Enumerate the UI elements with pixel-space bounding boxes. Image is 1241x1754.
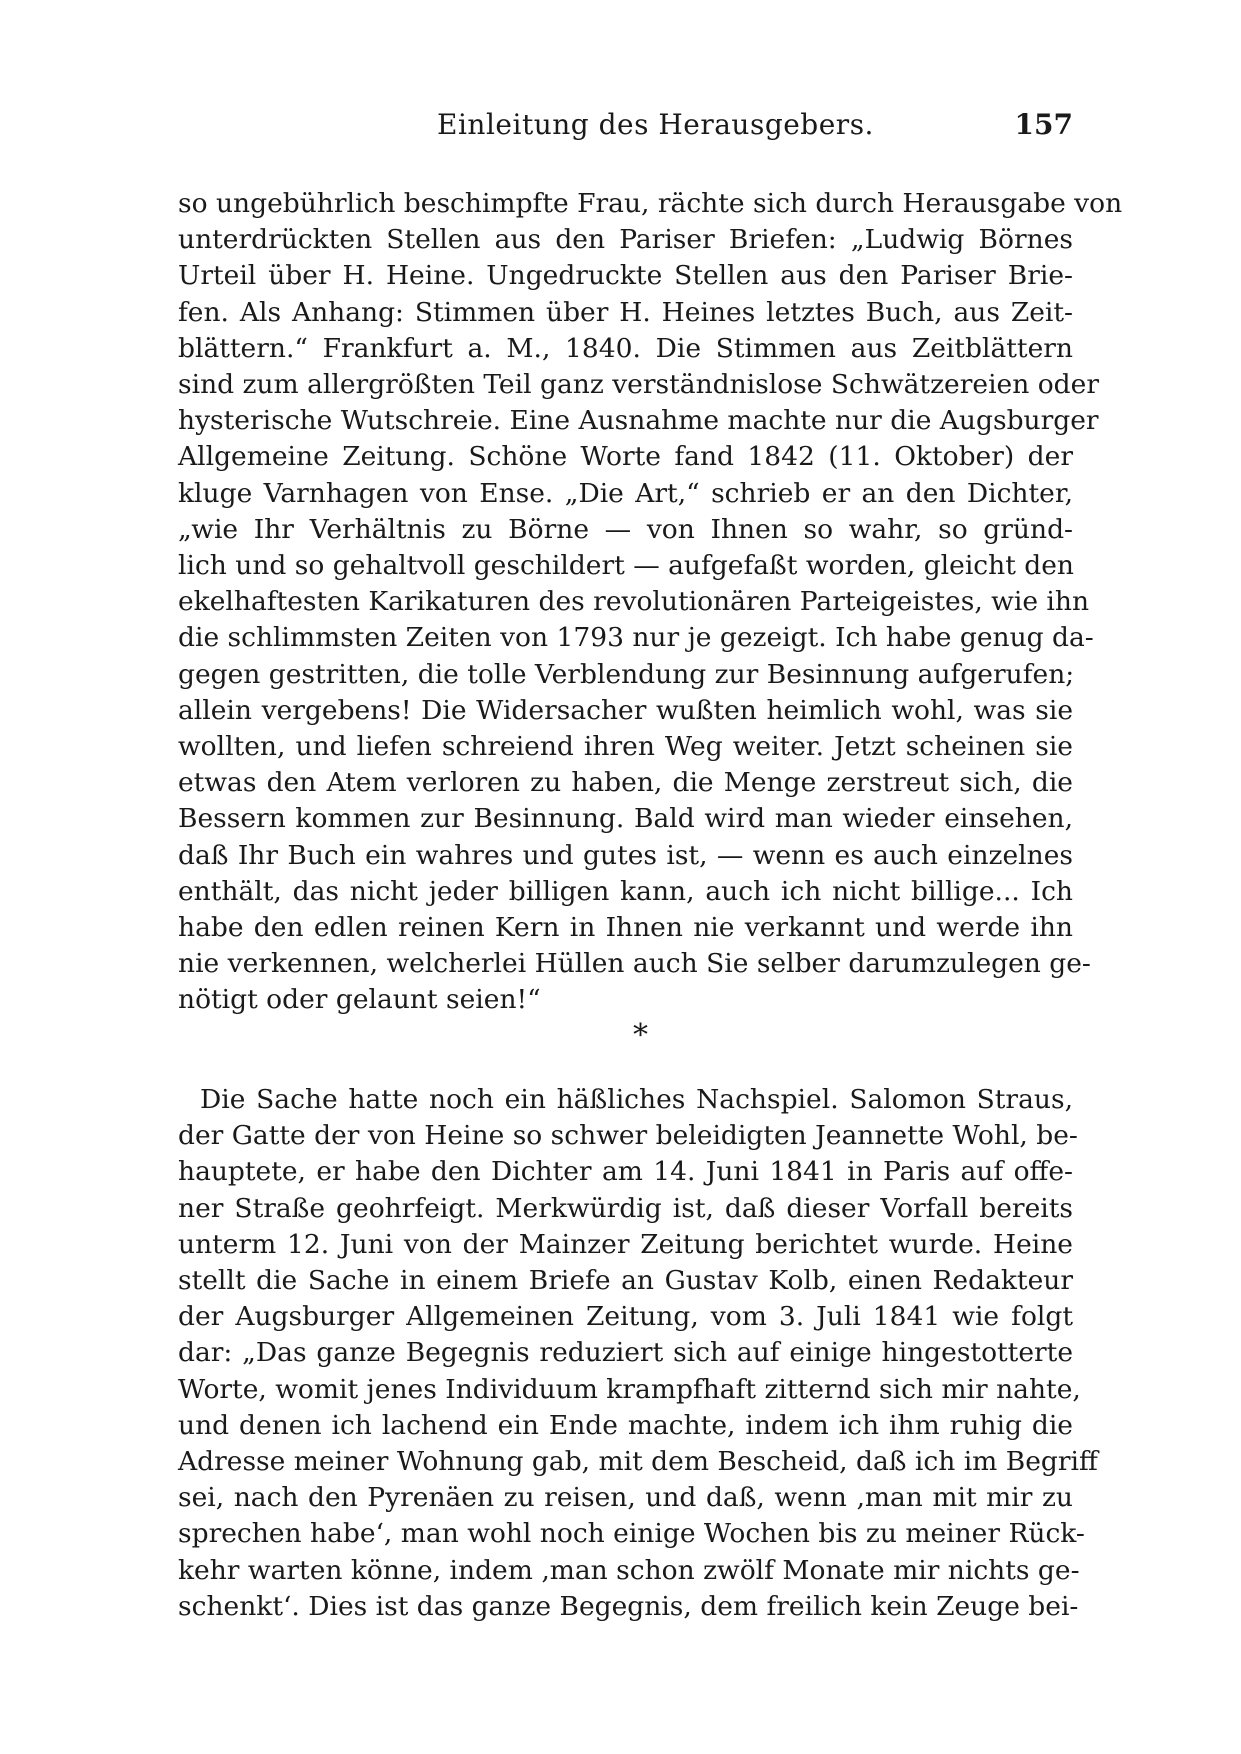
text-line: gegen gestritten, die tolle Verblendung zur Besinnung aufgerufen; bbox=[178, 658, 1075, 690]
text-line: wollten, und liefen schreiend ihren Weg weiter. Jetzt scheinen sie bbox=[178, 731, 1073, 763]
text-line: unterm 12. Juni von der Mainzer Zeitung berichtet wurde. Heine bbox=[178, 1228, 1073, 1260]
text-line: Allgemeine Zeitung. Schöne Worte fand 1842 (11. Oktober) der bbox=[178, 441, 1073, 473]
text-line: „wie Ihr Verhältnis zu Börne — von Ihnen so wahr, so gründ- bbox=[178, 513, 1073, 545]
text-line: allein vergebens! Die Widersacher wußten heimlich wohl, was sie bbox=[178, 694, 1073, 726]
text-line: sind zum allergrößten Teil ganz verständnislose Schwätzereien oder bbox=[178, 369, 1099, 401]
text-line: der Gatte der von Heine so schwer beleidigten Jeannette Wohl, be- bbox=[178, 1120, 1078, 1152]
text-line: kluge Varnhagen von Ense. „Die Art,“ schrieb er an den Dichter, bbox=[178, 477, 1073, 509]
text-line: unterdrückten Stellen aus den Pariser Briefen: „Ludwig Börnes bbox=[178, 224, 1073, 256]
text-line: Adresse meiner Wohnung gab, mit dem Bescheid, daß ich im Begriff bbox=[178, 1446, 1098, 1478]
text-line: nötigt oder gelaunt seien!“ bbox=[178, 984, 541, 1016]
text-line: enthält, das nicht jeder billigen kann, auch ich nicht billige... Ich bbox=[178, 875, 1073, 907]
text-line: und denen ich lachend ein Ende machte, indem ich ihm ruhig die bbox=[178, 1409, 1073, 1441]
text-line: Worte, womit jenes Individuum krampfhaft zitternd sich mir nahte, bbox=[178, 1373, 1081, 1405]
page-number: 157 bbox=[1014, 108, 1073, 141]
text-line: daß Ihr Buch ein wahres und gutes ist, — wenn es auch einzelnes bbox=[178, 839, 1073, 871]
text-line: Urteil über H. Heine. Ungedruckte Stellen aus den Pariser Brie- bbox=[178, 260, 1073, 292]
text-line: stellt die Sache in einem Briefe an Gustav Kolb, einen Redakteur bbox=[178, 1265, 1073, 1297]
page-header bbox=[178, 108, 1073, 148]
text-line: blättern.“ Frankfurt a. M., 1840. Die Stimmen aus Zeitblättern bbox=[178, 332, 1073, 364]
text-line: kehr warten könne, indem ‚man schon zwölf Monate mir nichts ge- bbox=[178, 1554, 1080, 1586]
text-line: nie verkennen, welcherlei Hüllen auch Sie selber darumzulegen ge- bbox=[178, 948, 1091, 980]
text-line: dar: „Das ganze Begegnis reduziert sich auf einige hingestotterte bbox=[178, 1337, 1073, 1369]
text-line: so ungebührlich beschimpfte Frau, rächte sich durch Herausgabe von bbox=[178, 188, 1123, 219]
text-line: hysterische Wutschreie. Eine Ausnahme machte nur die Augsburger bbox=[178, 405, 1099, 437]
text-line: ekelhaftesten Karikaturen des revolutionären Parteigeistes, wie ihn bbox=[178, 586, 1090, 618]
text-line: der Augsburger Allgemeinen Zeitung, vom 3. Juli 1841 wie folgt bbox=[178, 1301, 1073, 1333]
text-line: ner Straße geohrfeigt. Merkwürdig ist, daß dieser Vorfall bereits bbox=[178, 1192, 1073, 1224]
text-line: hauptete, er habe den Dichter am 14. Juni 1841 in Paris auf offe- bbox=[178, 1156, 1073, 1188]
text-line: Bessern kommen zur Besinnung. Bald wird man wieder einsehen, bbox=[178, 803, 1073, 835]
text-line: schenkt‘. Dies ist das ganze Begegnis, dem freilich kein Zeuge bei- bbox=[178, 1590, 1079, 1622]
text-line: Die Sache hatte noch ein häßliches Nachspiel. Salomon Straus, bbox=[200, 1084, 1073, 1115]
text-line: fen. Als Anhang: Stimmen über H. Heines letztes Buch, aus Zeit- bbox=[178, 296, 1073, 328]
running-title: Einleitung des Herausgebers. bbox=[437, 108, 874, 141]
text-line: sprechen habe‘, man wohl noch einige Wochen bis zu meiner Rück- bbox=[178, 1518, 1085, 1550]
section-separator: * bbox=[633, 1018, 648, 1053]
text-line: habe den edlen reinen Kern in Ihnen nie verkannt und werde ihn bbox=[178, 912, 1073, 944]
text-line: sei, nach den Pyrenäen zu reisen, und daß, wenn ‚man mit mir zu bbox=[178, 1482, 1073, 1514]
paragraph-nachspiel bbox=[178, 1082, 1098, 1625]
text-line: lich und so gehaltvoll geschildert — aufgefaßt worden, gleicht den bbox=[178, 550, 1074, 582]
text-line: die schlimmsten Zeiten von 1793 nur je gezeigt. Ich habe genug da- bbox=[178, 622, 1094, 654]
text-line: etwas den Atem verloren zu haben, die Menge zerstreut sich, die bbox=[178, 767, 1073, 799]
paragraph-continued bbox=[178, 186, 1123, 1019]
